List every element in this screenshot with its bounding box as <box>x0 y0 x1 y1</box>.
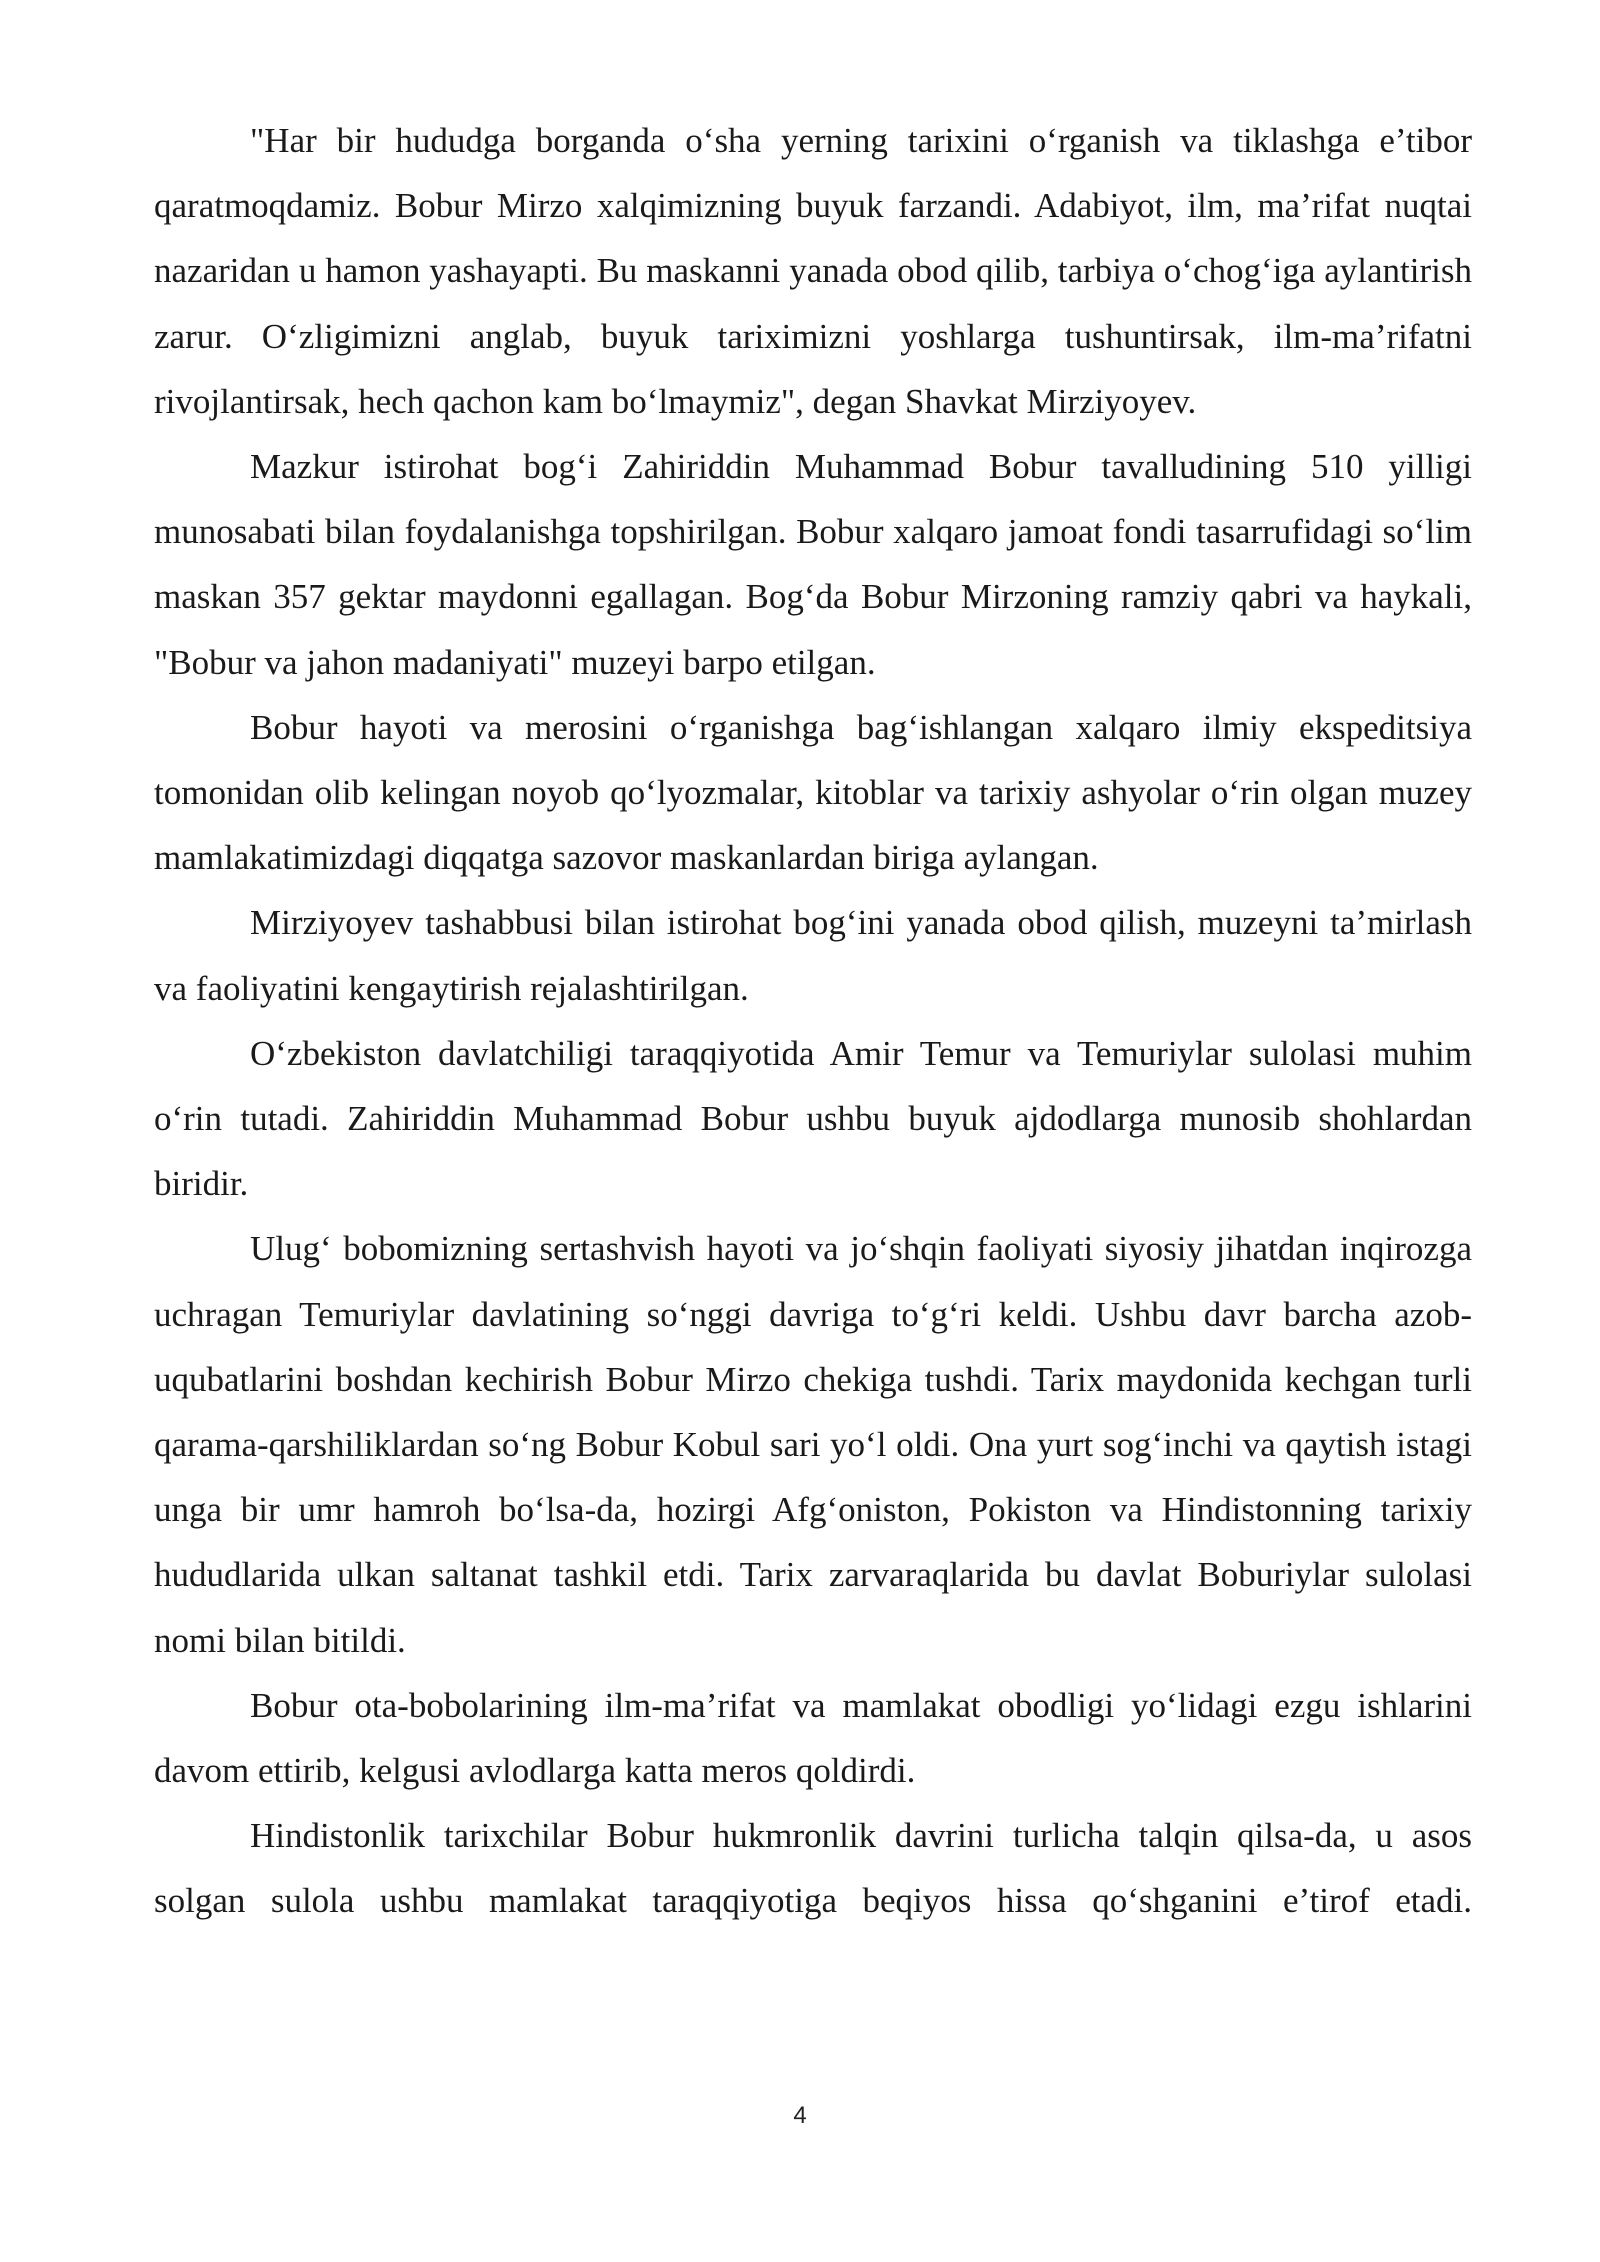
paragraph-1: "Har bir hududga borganda o‘sha yerning tarixini o‘rganish va tiklashga e’tibor qaratmoqdamiz. Bobur Mirzo xalqimizning buyuk farzandi. Adabiyot, ilm, ma’rifat nuqtai nazaridan u hamon yashayapti. Bu maskanni yanada obod qilib, tarbiya o‘chog‘iga aylantirish zarur. O‘zligimizni anglab, buyuk tariximizni yoshlarga tushuntirsak, ilm-ma’rifatni rivojlantirsak, hech qachon kam bo‘lmaymiz", degan Shavkat Mirziyoyev. <box>154 121 1472 421</box>
paragraph-8: Hindistonlik tarixchilar Bobur hukmronlik davrini turlicha talqin qilsa-da, u asos solgan sulola ushbu mamlakat taraqqiyotiga beqiyos hissa qo‘shganini e’tirof etadi. <box>154 1816 1472 1921</box>
paragraph-7: Bobur ota-bobolarining ilm-ma’rifat va mamlakat obodligi yo‘lidagi ezgu ishlarini davom ettirib, kelgusi avlodlarga katta meros qoldirdi. <box>154 1685 1472 1791</box>
paragraph-4: Mirziyoyev tashabbusi bilan istirohat bog‘ini yanada obod qilish, muzeyni ta’mirlash va faoliyatini kengaytirish rejalashtirilgan. <box>154 903 1472 1008</box>
paragraph-3: Bobur hayoti va merosini o‘rganishga bag‘ishlangan xalqaro ilmiy ekspeditsiya tomonidan olib kelingan noyob qo‘lyozmalar, kitoblar va tarixiy ashyolar o‘rin olgan muzey mamlakatimizdagi diqqatga sazovor maskanlardan biriga aylangan. <box>154 707 1472 878</box>
document-body <box>154 108 1472 1934</box>
paragraph-2: Mazkur istirohat bog‘i Zahiriddin Muhammad Bobur tavalludining 510 yilligi munosabati bilan foydalanishga topshirilgan. Bobur xalqaro jamoat fondi tasarrufidagi so‘lim maskan 357 gektar maydonni egallagan. Bog‘da Bobur Mirzoning ramziy qabri va haykali, "Bobur va jahon madaniyati" muzeyi barpo etilgan. <box>154 447 1472 682</box>
paragraph-5: O‘zbekiston davlatchiligi taraqqiyotida Amir Temur va Temuriylar sulolasi muhim o‘rin tutadi. Zahiriddin Muhammad Bobur ushbu buyuk ajdodlarga munosib shohlardan biridir. <box>154 1033 1472 1204</box>
page-number: 4 <box>793 2102 807 2129</box>
paragraph-6: Ulug‘ bobomizning sertashvish hayoti va jo‘shqin faoliyati siyosiy jihatdan inqirozga uchragan Temuriylar davlatining so‘nggi davriga to‘g‘ri keldi. Ushbu davr barcha azob-uqubatlarini boshdan kechirish Bobur Mirzo chekiga tushdi. Tarix maydonida kechgan turli qarama-qarshiliklardan so‘ng Bobur Kobul sari yo‘l oldi. Ona yurt sog‘inchi va qaytish istagi unga bir umr hamroh bo‘lsa-da, hozirgi Afg‘oniston, Pokiston va Hindistonning tarixiy hududlarida ulkan saltanat tashkil etdi. Tarix zarvaraqlarida bu davlat Boburiylar sulolasi nomi bilan bitildi. <box>154 1229 1472 1660</box>
